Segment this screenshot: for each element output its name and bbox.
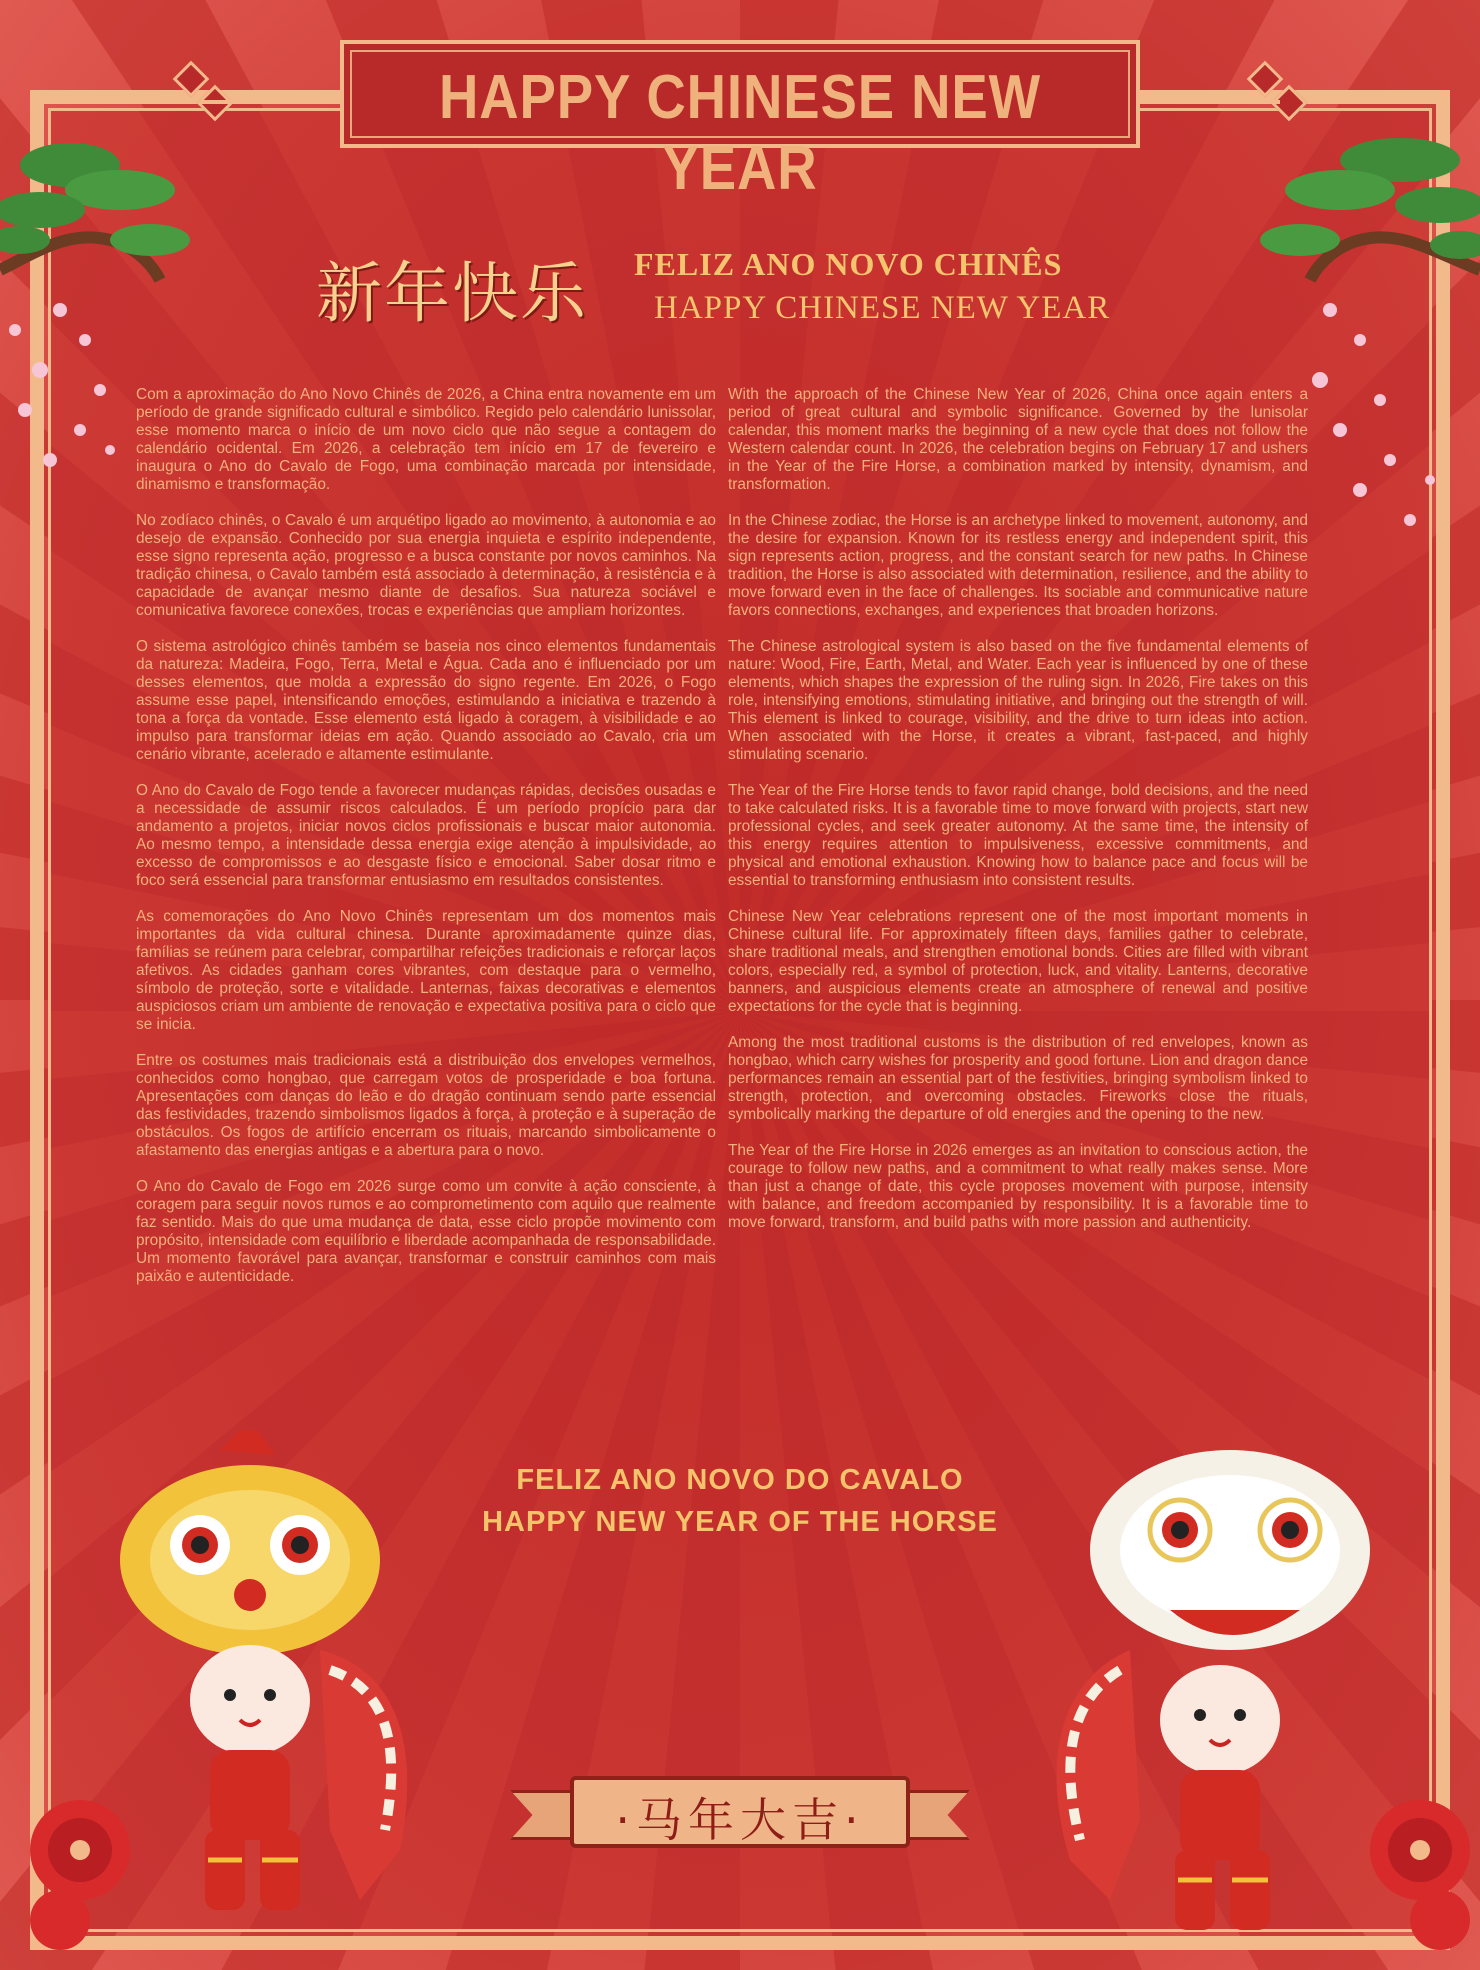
- paragraph: The Year of the Fire Horse tends to favor rapid change, bold decisions, and the need to take calculated risks. It is a favorable time to move forward with projects, start new professional cycles, and seek greater autonomy. At the same time, the intensity of this energy requires attention to impulsiveness, excessive commitments, and physical and emotional exhaustion. Knowing how to balance pace and focus will be essential to transforming enthusiasm into consistent results.: [728, 782, 1308, 889]
- paragraph: The Year of the Fire Horse in 2026 emerges as an invitation to conscious action, the courage to follow new paths, and a commitment to what really makes sense. More than just a change of date, this cycle proposes movement with purpose, intensity with balance, and freedom accompanied by responsibility. It is a favorable time to move forward, transform, and build paths with more passion and authenticity.: [728, 1142, 1308, 1231]
- top-banner: [320, 28, 1160, 203]
- paragraph: No zodíaco chinês, o Cavalo é um arquétipo ligado ao movimento, à autonomia e ao desejo de expansão. Conhecido por sua energia inquieta e espírito independente, esse signo representa ação, progresso e a busca constante por novos caminhos. Na tradição chinesa, o Cavalo também está associado à determinação, à resistência e à capacidade de avançar mesmo diante de desafios. Sua natureza sociável e comunicativa favorece conexões, trocas e experiências que ampliam horizontes.: [136, 512, 716, 619]
- bottom-banner-text: ·马年大吉·: [615, 1793, 865, 1847]
- paragraph: As comemorações do Ano Novo Chinês representam um dos momentos mais importantes da vida cultural chinesa. Durante aproximadamente quinze dias, famílias se reúnem para celebrar, compartilhar refeições tradicionais e reforçar laços afetivos. As cidades ganham cores vibrantes, com destaque para o vermelho, símbolo de proteção, sorte e vitalidade. Lanternas, faixas decorativas e elementos auspiciosos criam um ambiente de renovação e expectativa positiva para o ciclo que se inicia.: [136, 908, 716, 1033]
- paragraph: Among the most traditional customs is the distribution of red envelopes, known as hongbao, which carry wishes for prosperity and good fortune. Lion and dragon dance performances remain an essential part of the festivities, bringing symbolism linked to strength, protection, and overcoming obstacles. Fireworks close the rituals, symbolically marking the departure of old energies and the opening to the new.: [728, 1034, 1308, 1123]
- paragraph: In the Chinese zodiac, the Horse is an archetype linked to movement, autonomy, and the desire for expansion. Known for its restless energy and independent spirit, this sign represents action, progress, and the constant search for new paths. In Chinese tradition, the Horse is also associated with determination, resilience, and the ability to move forward even in the face of challenges. Its sociable and communicative nature favors connections, exchanges, and experiences that broaden horizons.: [728, 512, 1308, 619]
- heading-english: HAPPY CHINESE NEW YEAR: [654, 290, 1111, 326]
- heading-cjk: 新年快乐: [316, 255, 588, 332]
- paragraph: Entre os costumes mais tradicionais está a distribuição dos envelopes vermelhos, conhecidos como hongbao, que carregam votos de prosperidade e boa fortuna. Apresentações com danças do leão e do dragão continuam sendo parte essencial das festividades, trazendo simbolismos ligados à força, à proteção e à superação de obstáculos. Os fogos de artifício encerram os rituais, marcando simbolicamente o afastamento das energias antigas e a abertura para o novo.: [136, 1052, 716, 1159]
- paragraph: Chinese New Year celebrations represent one of the most important moments in Chinese cultural life. For approximately fifteen days, families gather to celebrate, share traditional meals, and strengthen emotional bonds. Cities are filled with vibrant colors, especially red, a symbol of protection, luck, and vitality. Lanterns, decorative banners, and auspicious elements create an atmosphere of renewal and positive expectations for the cycle that is beginning.: [728, 908, 1308, 1015]
- banner-line: [200, 100, 320, 104]
- paragraph: O Ano do Cavalo de Fogo tende a favorecer mudanças rápidas, decisões ousadas e a necessidade de assumir riscos calculados. É um período propício para dar andamento a projetos, iniciar novos ciclos profissionais e buscar maior autonomia. Ao mesmo tempo, a intensidade dessa energia exige atenção à impulsividade, ao excesso de compromissos e ao desgaste físico e emocional. Saber dosar ritmo e foco será essencial para transformar entusiasmo em resultados consistentes.: [136, 782, 716, 889]
- red-flower-icon: [1340, 1790, 1480, 1950]
- portuguese-column: [136, 386, 716, 1304]
- bottom-banner: [510, 1770, 970, 1860]
- red-flower-icon: [20, 1790, 160, 1950]
- paragraph: With the approach of the Chinese New Year of 2026, China once again enters a period of great cultural and symbolic significance. Governed by the lunisolar calendar, this moment marks the beginning of a new cycle that does not follow the Western calendar count. In 2026, the celebration begins on February 17 and ushers in the Year of the Fire Horse, a combination marked by intensity, dynamism, and transformation.: [728, 386, 1308, 493]
- paragraph: Com a aproximação do Ano Novo Chinês de 2026, a China entra novamente em um período de grande significado cultural e simbólico. Regido pelo calendário lunissolar, esse momento marca o início de um novo ciclo que não segue a contagem do calendário ocidental. Em 2026, a celebração tem início em 17 de fevereiro e inaugura o Ano do Cavalo de Fogo, uma combinação marcada por intensidade, dinamismo e transformação.: [136, 386, 716, 493]
- greeting-english: HAPPY NEW YEAR OF THE HORSE: [482, 1506, 998, 1538]
- paragraph: O sistema astrológico chinês também se baseia nos cinco elementos fundamentais da natureza: Madeira, Fogo, Terra, Metal e Água. Cada ano é influenciado por um desses elementos, que molda a expressão do signo regente. Em 2026, o Fogo assume esse papel, intensificando emoções, estimulando a iniciativa e trazendo à tona a força da vontade. Esse elemento está ligado à coragem, à visibilidade e ao impulso para transformar ideias em ação. Quando associado ao Cavalo, cria um cenário vibrante, acelerado e altamente estimulante.: [136, 638, 716, 763]
- banner-line: [1160, 100, 1280, 104]
- paragraph: O Ano do Cavalo de Fogo em 2026 surge como um convite à ação consciente, à coragem para seguir novos rumos e ao comprometimento com aquilo que realmente faz sentido. Mais do que uma mudança de data, esse ciclo propõe movimento com propósito, intensidade com equilíbrio e liberdade acompanhada de responsabilidade. Um momento favorável para avançar, transformar e construir caminhos com mais paixão e autenticidade.: [136, 1178, 716, 1285]
- greeting-portuguese: FELIZ ANO NOVO DO CAVALO: [516, 1464, 964, 1496]
- heading-portuguese: FELIZ ANO NOVO CHINÊS: [634, 246, 1063, 282]
- banner-title: HAPPY CHINESE NEW YEAR: [438, 63, 1042, 203]
- english-column: [728, 386, 1308, 1250]
- paragraph: The Chinese astrological system is also based on the five fundamental elements of nature: Wood, Fire, Earth, Metal, and Water. Each year is influenced by one of these elements, which shapes the expression of the ruling sign. In 2026, Fire takes on this role, intensifying emotions, stimulating initiative, and bringing out the strength of will. This element is linked to courage, visibility, and the drive to turn ideas into action. When associated with the Horse, it creates a vibrant, fast-paced, and highly stimulating scenario.: [728, 638, 1308, 763]
